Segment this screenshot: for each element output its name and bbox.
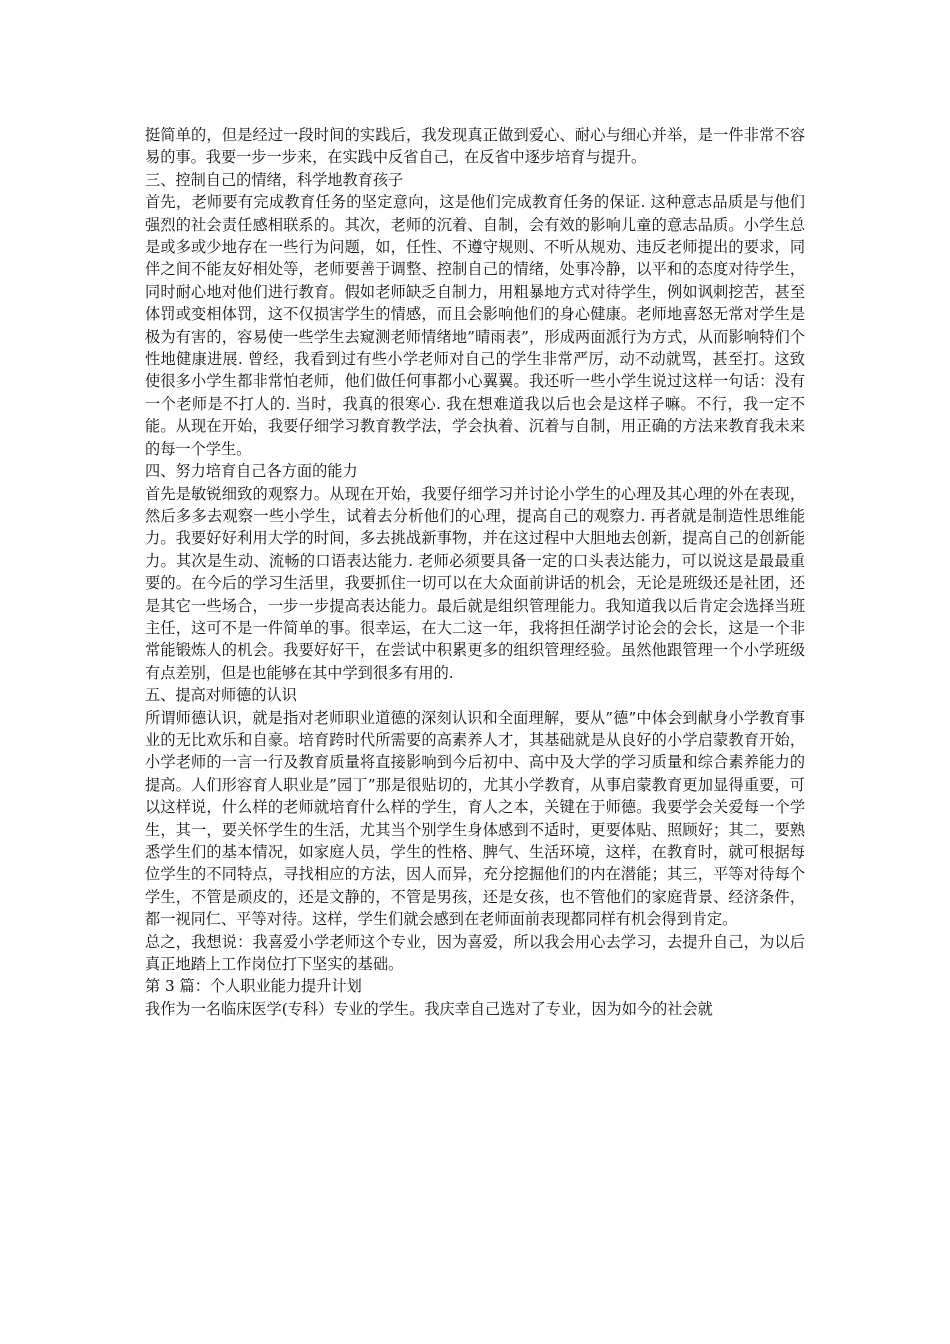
section-heading-3: 三、控制自己的情绪，科学地教育孩子 [145,170,404,189]
paragraph-article3-intro: 我作为一名临床医学(专科）专业的学生。我庆幸自己选对了专业，因为如今的社会就 [145,999,713,1018]
paragraph-emotions: 首先，老师要有完成教育任务的坚定意向，这是他们完成教育任务的保证. 这种意志品质是与他们强烈的社会责任感相联系的。其次，老师的沉着、自制，会有效的影响儿童的意志品质。小学生总是或多或少地存在一些行为问题，如，任性、不遵守规则、不听从规劝、违反老师提出的要求，同伴之间不能友好相处等，老师要善于调整、控制自己的情绪，处事冷静，以平和的态度对待学生，同时耐心地对他们进行教育。假如老师缺乏自制力，用粗暴地方式对待学生，例如讽刺挖苦，甚至体罚或变相体罚，这不仅损害学生的情感，而且会影响他们的身心健康。老师地喜怒无常对学生是极为有害的，容易使一些学生去窥测老师情绪地”晴雨表”，形成两面派行为方式，从而影响特们个性地健康进展. 曾经，我看到过有些小学老师对自己的学生非常严厉，动不动就骂，甚至打。这致使很多小学生都非常怕老师，他们做任何事都小心翼翼。我还听一些小学生说过这样一句话：没有一个老师是不打人的. 当时，我真的很寒心. 我在想难道我以后也会是这样子嘛。不行，我一定不能。从现在开始，我要仔细学习教育教学法，学会执着、沉着与自制，用正确的方法来教育我未来的每一个学生。 [145,193,805,458]
paragraph-ethics: 所谓师德认识，就是指对老师职业道德的深刻认识和全面理解，要从”德”中体会到献身小学教育事业的无比欢乐和自豪。培育跨时代所需要的高素养人才，其基础就是从良好的小学启蒙教育开始，小学老师的一言一行及教育质量将直接影响到今后初中、高中及大学的学习质量和综合素养能力的提高。人们形容育人职业是”园丁”那是很贴切的，尤其小学教育，从事启蒙教育更加显得重要，可以这样说，什么样的老师就培育什么样的学生，育人之本，关键在于师德。我要学会关爱每一个学生，其一，要关怀学生的生活，尤其当个别学生身体感到不适时，更要体贴、照顾好；其二，要熟悉学生们的基本情况，如家庭人员，学生的性格、脾气、生活环境，这样，在教育时，就可根据每位学生的不同特点，寻找相应的方法，因人而异，充分挖掘他们的内在潜能；其三，平等对待每个学生，不管是顽皮的，还是文静的，不管是男孩，还是女孩，也不管他们的家庭背景、经济条件，都一视同仁、平等对待。这样，学生们就会感到在老师面前表现都同样有机会得到肯定。 [145,708,805,929]
paragraph-abilities: 首先是敏锐细致的观察力。从现在开始，我要仔细学习并讨论小学生的心理及其心理的外在表现，然后多多去观察一些小学生，试着去分析他们的心理，提高自己的观察力. 再者就是制造性思维能力。我要好好利用大学的时间，多去挑战新事物，并在这过程中大胆地去创新，提高自己的创新能力。其次是生动、流畅的口语表达能力. 老师必须要具备一定的口头表达能力，可以说这是最最重要的。在今后的学习生活里，我要抓住一切可以在大众面前讲话的机会，无论是班级还是社团，还是其它一些场合，一步一步提高表达能力。最后就是组织管理能力。我知道我以后肯定会选择当班主任，这可不是一件简单的事。很幸运，在大二这一年，我将担任湖学讨论会的会长，这是一个非常能锻炼人的机会。我要好好干，在尝试中积累更多的组织管理经验。虽然他跟管理一个小学班级有点差别，但是也能够在其中学到很多有用的. [145,484,805,682]
document-body [145,124,805,1020]
section-heading-4: 四、努力培育自己各方面的能力 [145,462,358,481]
paragraph-intro: 挺简单的，但是经过一段时间的实践后，我发现真正做到爱心、耐心与细心并举，是一件非常不容易的事。我要一步一步来，在实践中反省自己，在反省中逐步培育与提升。 [145,126,805,167]
paragraph-conclusion: 总之，我想说：我喜爱小学老师这个专业，因为喜爱，所以我会用心去学习，去提升自己，为以后真正地踏上工作岗位打下坚实的基础。 [145,932,805,974]
article-heading-3: 第 3 篇：个人职业能力提升计划 [145,977,362,996]
section-heading-5: 五、提高对师德的认识 [145,686,297,705]
